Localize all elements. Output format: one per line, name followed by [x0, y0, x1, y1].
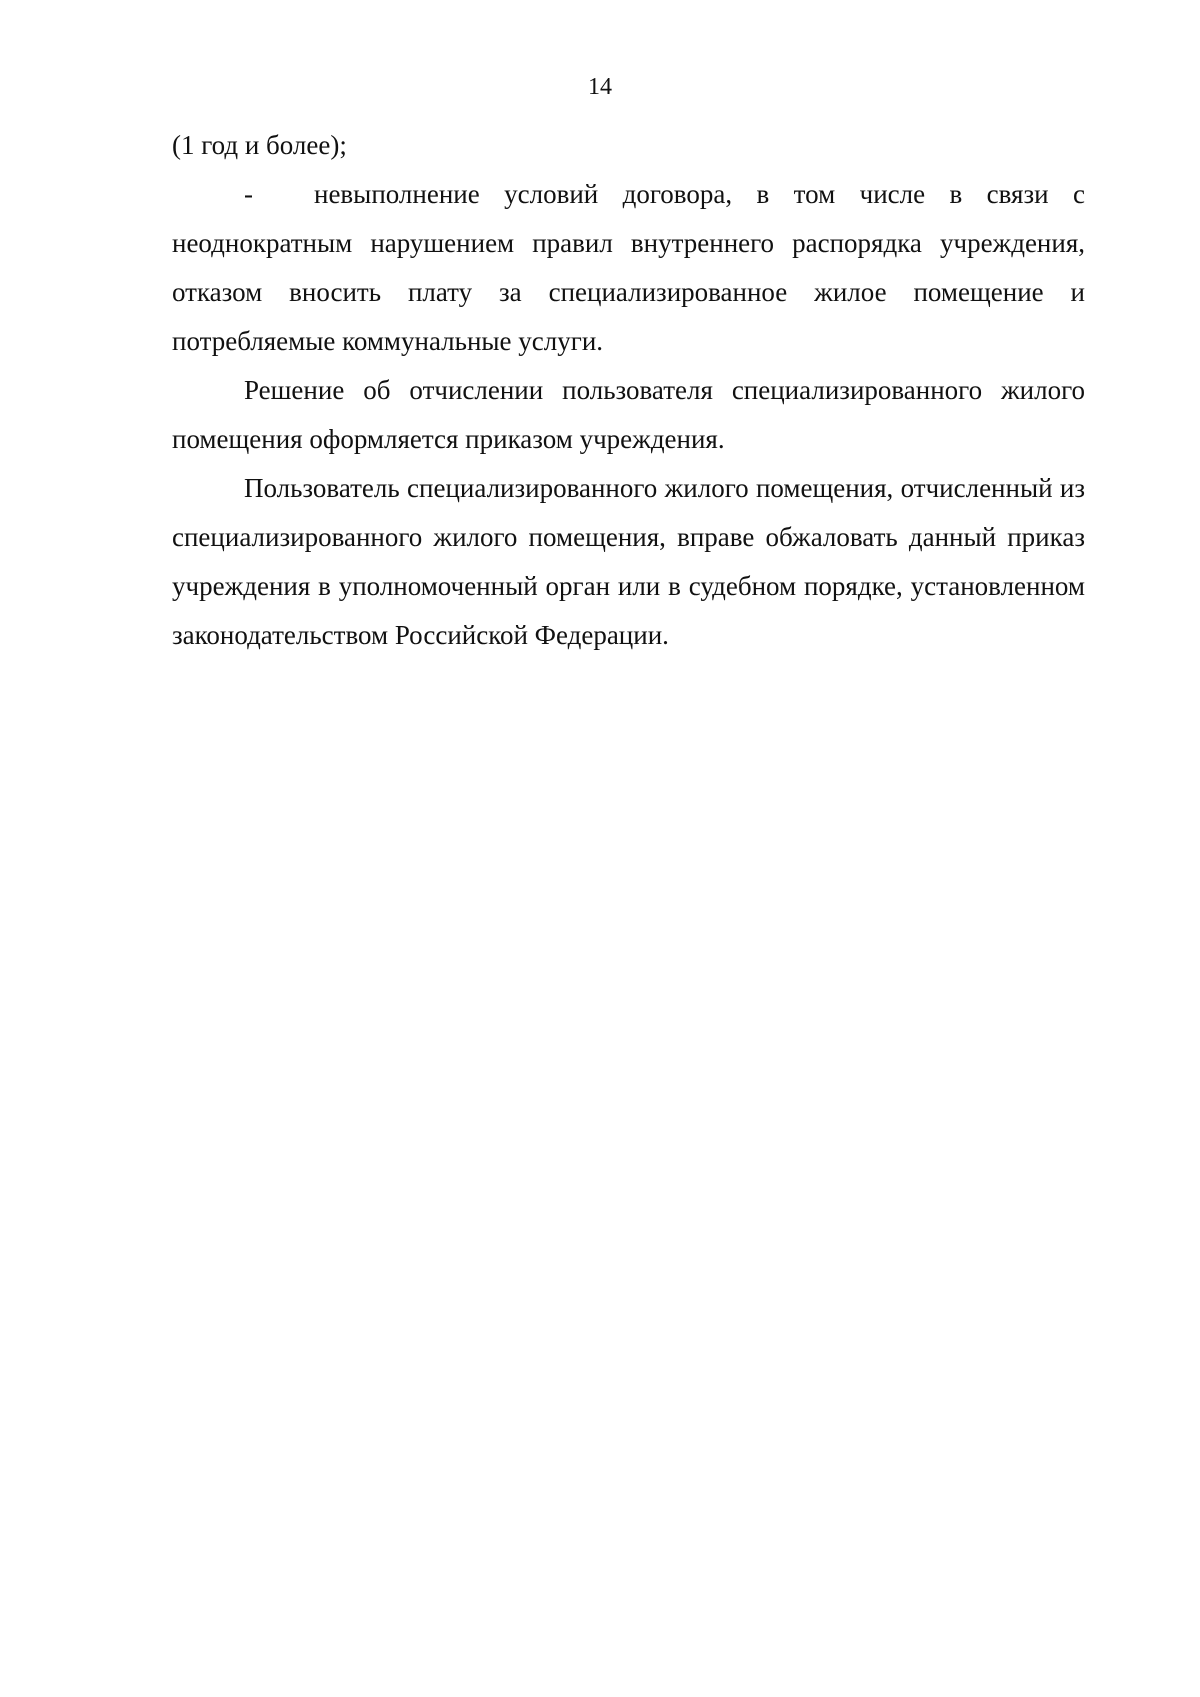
page-number: 14: [588, 74, 612, 100]
paragraph-continuation: (1 год и более);: [172, 130, 347, 160]
list-dash-marker: -: [244, 179, 253, 209]
paragraph-decision: Решение об отчислении пользователя специализированного жилого помещения оформляется приказом учреждения.: [172, 375, 1085, 454]
document-body: [172, 121, 1085, 660]
paragraph-appeal: Пользователь специализированного жилого помещения, отчисленный из специализированного жилого помещения, вправе обжаловать данный приказ учреждения в уполномоченный орган или в судебном порядке, установленном законодательством Российской Федерации.: [172, 473, 1085, 650]
list-item-contract-violation: [172, 170, 1085, 366]
list-item-text: невыполнение условий договора, в том числе в связи с неоднократным нарушением правил внутреннего распорядка учреждения, отказом вносить плату за специализированное жилое помещение и потребляемые коммунальные услуги.: [172, 179, 1085, 356]
